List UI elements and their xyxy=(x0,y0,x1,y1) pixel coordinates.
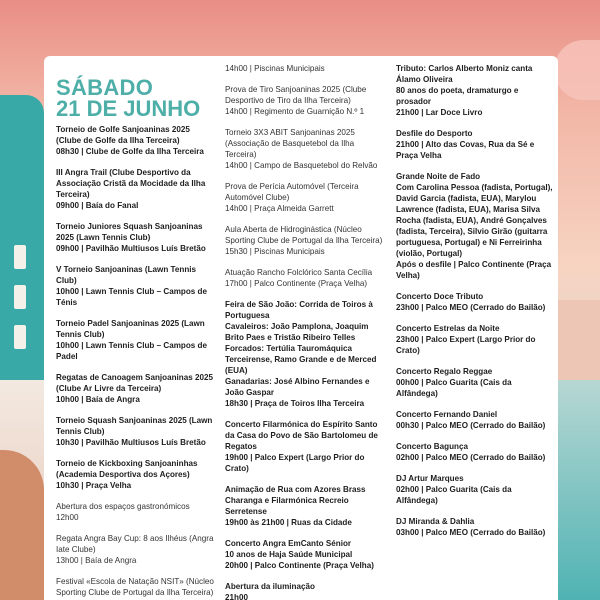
event-item xyxy=(396,441,554,463)
event-time-location: 10h00 | Lawn Tennis Club – Campos de Padel xyxy=(56,341,207,361)
event-time-location: 08h30 | Clube de Golfe da Ilha Terceira xyxy=(56,147,204,156)
event-time-location: 12h00 xyxy=(56,513,79,522)
event-time-location: 10h30 | Pavilhão Multiusos Luís Bretão xyxy=(56,438,206,447)
event-time-location: 02h00 | Palco Guarita (Cais da Alfândega) xyxy=(396,485,512,505)
event-item xyxy=(56,372,216,405)
event-time-location: 10h30 | Praça Velha xyxy=(56,481,132,490)
event-title: Ganadarias: José Albino Fernandes e João Gaspar xyxy=(225,377,370,397)
event-item xyxy=(56,576,216,598)
background-figure xyxy=(0,450,44,600)
event-title: 10 anos de Haja Saúde Municipal xyxy=(225,550,353,559)
event-title: Torneio Juniores Squash Sanjoaninas 2025 (Lawn Tennis Club) xyxy=(56,222,203,242)
event-title: Abertura dos espaços gastronómicos xyxy=(56,502,190,511)
event-time-location: 23h00 | Palco Expert (Largo Prior do Crato) xyxy=(396,335,536,355)
event-item xyxy=(56,458,216,491)
event-title: Prova de Perícia Automóvel (Terceira Automóvel Clube) xyxy=(225,182,359,202)
event-time-location: 23h00 | Palco MEO (Cerrado do Bailão) xyxy=(396,303,546,312)
event-title: 80 anos do poeta, dramaturgo e prosador xyxy=(396,86,519,106)
event-item xyxy=(225,224,387,257)
event-time-location: 14h00 | Piscinas Municipais xyxy=(225,64,325,73)
event-title: Feira de São João: Corrida de Toiros à Portuguesa xyxy=(225,300,373,320)
event-title: Com Carolina Pessoa (fadista, Portugal), David Garcia (fadista, EUA), Marylou Lawrence (fadista, EUA), Marisa Silva Rocha (fadista, EUA), André Gonçalves (fadista, Terceira), Silvio Girão (guitarra portuguesa, Portugal) e Ni Ferreirinha (violão, Portugal) xyxy=(396,183,553,258)
schedule-column-1 xyxy=(56,75,216,600)
event-title: Após o desfile | Palco Continente (Praça Velha) xyxy=(396,260,552,280)
event-title: Tributo: Carlos Alberto Moniz canta Álamo Oliveira xyxy=(396,64,533,84)
event-title: Concerto Regalo Reggae xyxy=(396,367,493,376)
event-time-location: 19h00 | Palco Expert (Largo Prior do Crato) xyxy=(225,453,365,473)
event-title: Concerto Doce Tributo xyxy=(396,292,484,301)
schedule-column-3 xyxy=(396,63,554,548)
event-item xyxy=(225,581,387,600)
schedule-column-2 xyxy=(225,63,387,600)
date-heading: 21 DE JUNHO xyxy=(56,96,201,121)
event-time-location: 03h00 | Palco MEO (Cerrado do Bailão) xyxy=(396,528,546,537)
event-time-location: 13h00 | Baía de Angra xyxy=(56,556,137,565)
event-item xyxy=(396,63,554,118)
event-time-location: 19h00 às 21h00 | Ruas da Cidade xyxy=(225,518,352,527)
event-item xyxy=(56,501,216,523)
event-item xyxy=(56,415,216,448)
event-item xyxy=(396,171,554,281)
event-item xyxy=(396,291,554,313)
event-item xyxy=(225,419,387,474)
event-time-location: 02h00 | Palco MEO (Cerrado do Bailão) xyxy=(396,453,546,462)
event-item xyxy=(225,484,387,528)
event-title: Prova de Tiro Sanjoaninas 2025 (Clube Desportivo de Tiro da Ilha Terceira) xyxy=(225,85,367,105)
event-time-location: 10h00 | Lawn Tennis Club – Campos de Ténis xyxy=(56,287,207,307)
event-time-location: 14h00 | Regimento de Guarnição N.º 1 xyxy=(225,107,365,116)
event-time-location: 10h00 | Baía de Angra xyxy=(56,395,140,404)
event-item xyxy=(56,533,216,566)
event-title: Concerto Angra EmCanto Sénior xyxy=(225,539,352,548)
event-title: DJ Miranda & Dahlia xyxy=(396,517,475,526)
event-title: Animação de Rua com Azores Brass Charanga e Filarmónica Recreio Serretense xyxy=(225,485,366,516)
event-item xyxy=(225,127,387,171)
tower-window xyxy=(14,245,26,269)
event-title: III Angra Trail (Clube Desportivo da Associação Cristã da Mocidade da Ilha Terceira) xyxy=(56,168,206,199)
day-heading: SÁBADO xyxy=(56,75,154,100)
event-item xyxy=(396,516,554,538)
event-item xyxy=(56,318,216,362)
event-title: V Torneio Sanjoaninas (Lawn Tennis Club) xyxy=(56,265,197,285)
event-title: Desfile do Desporto xyxy=(396,129,473,138)
event-item xyxy=(225,181,387,214)
event-title: Concerto Bagunça xyxy=(396,442,468,451)
event-item xyxy=(225,84,387,117)
event-title: Regata Angra Bay Cup: 8 aos Ilhéus (Angra Iate Clube) xyxy=(56,534,214,554)
event-item xyxy=(225,299,387,409)
event-title: Cavaleiros: João Pamplona, Joaquim Brito Paes e Tristão Ribeiro Telles xyxy=(225,322,369,342)
event-time-location: 21h00 xyxy=(225,593,248,600)
tower-window xyxy=(14,285,26,309)
event-title: Concerto Estrelas da Noite xyxy=(396,324,500,333)
event-time-location: 18h30 | Praça de Toiros Ilha Terceira xyxy=(225,399,365,408)
event-title: Torneio Padel Sanjoaninas 2025 (Lawn Tennis Club) xyxy=(56,319,205,339)
event-time-location: 09h00 | Baía do Fanal xyxy=(56,201,139,210)
event-time-location: 14h00 | Praça Almeida Garrett xyxy=(225,204,334,213)
event-time-location: 17h00 | Palco Continente (Praça Velha) xyxy=(225,279,368,288)
event-title: Torneio Squash Sanjoaninas 2025 (Lawn Tennis Club) xyxy=(56,416,213,436)
event-title: Regatas de Canoagem Sanjoaninas 2025 (Clube Ar Livre da Terceira) xyxy=(56,373,213,393)
event-item xyxy=(396,366,554,399)
background-hill xyxy=(554,300,600,390)
event-time-location: 21h00 | Alto das Covas, Rua da Sé e Praça Velha xyxy=(396,140,535,160)
event-item xyxy=(396,128,554,161)
event-title: Torneio de Golfe Sanjoaninas 2025 (Clube de Golfe da Ilha Terceira) xyxy=(56,125,190,145)
event-item xyxy=(56,221,216,254)
event-time-location: 15h30 | Piscinas Municipais xyxy=(225,247,325,256)
event-item xyxy=(56,124,216,157)
event-item xyxy=(56,167,216,211)
event-item xyxy=(396,323,554,356)
background-tower xyxy=(0,95,44,395)
event-title: Abertura da iluminação xyxy=(225,582,315,591)
event-item xyxy=(56,264,216,308)
program-card xyxy=(44,56,558,600)
event-item xyxy=(396,473,554,506)
event-title: Concerto Filarmónica do Espírito Santo da Casa do Povo de São Bartolomeu de Regatos xyxy=(225,420,378,451)
event-item xyxy=(225,267,387,289)
event-title: DJ Artur Marques xyxy=(396,474,464,483)
event-title: Torneio de Kickboxing Sanjoaninhas (Academia Desportiva dos Açores) xyxy=(56,459,198,479)
event-time-location: 21h00 | Lar Doce Livro xyxy=(396,108,483,117)
event-title: Atuação Rancho Folclórico Santa Cecília xyxy=(225,268,373,277)
tower-window xyxy=(14,325,26,349)
event-title: Concerto Fernando Daniel xyxy=(396,410,498,419)
event-time-location: 00h30 | Palco MEO (Cerrado do Bailão) xyxy=(396,421,546,430)
event-time-location: 09h00 | Pavilhão Multiusos Luís Bretão xyxy=(56,244,206,253)
event-list xyxy=(396,63,554,538)
event-title: Grande Noite de Fado xyxy=(396,172,481,181)
event-list xyxy=(56,124,216,598)
event-title: Forcados: Tertúlia Tauromáquica Terceirense, Ramo Grande e de Merced (EUA) xyxy=(225,344,377,375)
event-time-location: 20h00 | Palco Continente (Praça Velha) xyxy=(225,561,374,570)
event-list xyxy=(225,63,387,600)
event-title: Aula Aberta de Hidroginástica (Núcleo Sporting Clube de Portugal da Ilha Terceira) xyxy=(225,225,383,245)
event-time-location: 00h00 | Palco Guarita (Cais da Alfândega) xyxy=(396,378,512,398)
event-item xyxy=(396,409,554,431)
background-cloud xyxy=(554,40,600,100)
event-title: Torneio 3X3 ABIT Sanjoaninas 2025 (Associação de Basquetebol da Ilha Terceira) xyxy=(225,128,355,159)
event-title: Festival «Escola de Natação NSIT» (Núcleo Sporting Clube de Portugal da Ilha Terceira) xyxy=(56,577,214,597)
event-time-location: 14h00 | Campo de Basquetebol do Relvão xyxy=(225,161,378,170)
event-item xyxy=(225,63,387,74)
background-sea xyxy=(554,380,600,600)
event-item xyxy=(225,538,387,571)
